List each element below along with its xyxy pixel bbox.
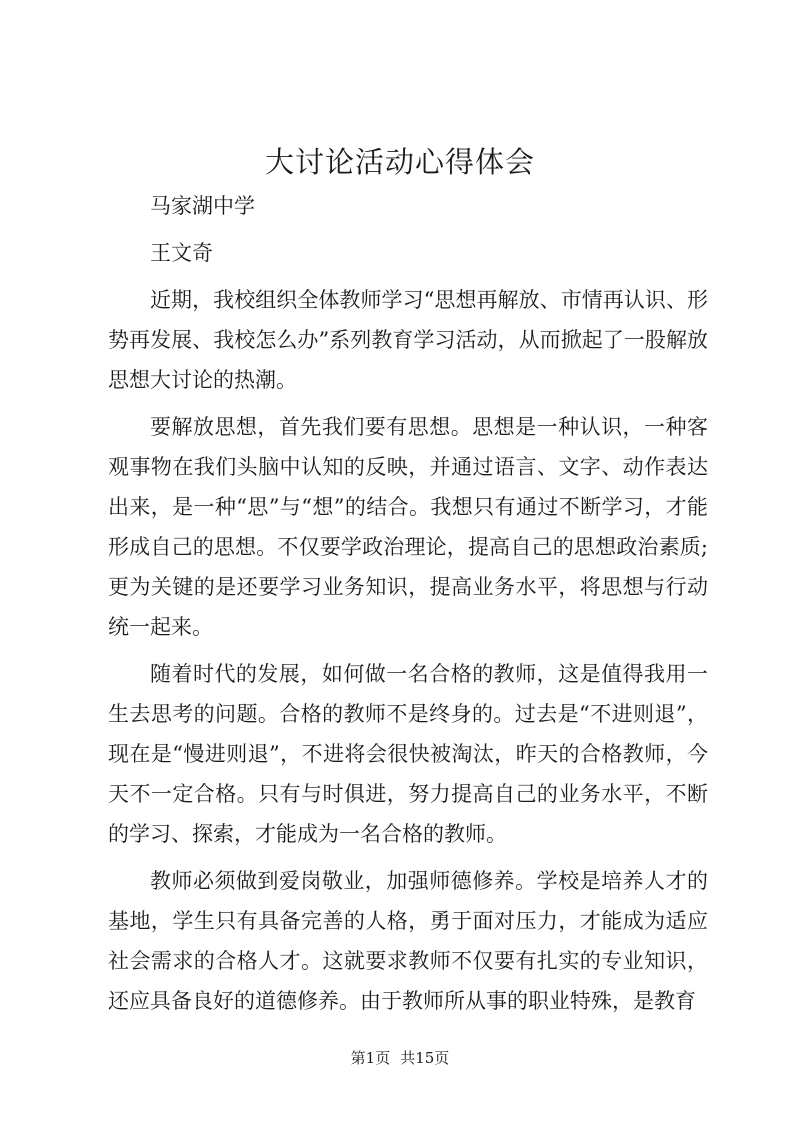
paragraph: 教师必须做到爱岗敬业，加强师德修养。学校是培养人才的基地，学生只有具备完善的人格，勇于面对压力，才能成为适应社会需求的合格人才。这就要求教师不仅要有扎实的专业知识，还应具备良好的道德修养。由于教师所从事的职业特殊，是教育 <box>108 869 708 1013</box>
school-line: 马家湖中学 <box>150 194 255 218</box>
document-body <box>108 186 708 1028</box>
document-title: 大讨论活动心得体会 <box>264 145 535 179</box>
page-total: 共15页 <box>400 1049 450 1067</box>
paragraph: 近期，我校组织全体教师学习“思想再解放、市情再认识、形势再发展、我校怎么办”系列教育学习活动，从而掀起了一股解放思想大讨论的热潮。 <box>108 288 708 392</box>
paragraph: 随着时代的发展，如何做一名合格的教师，这是值得我用一生去思考的问题。合格的教师不是终身的。过去是“不进则退”，现在是“慢进则退”，不进将会很快被淘汰，昨天的合格教师，今天不一定合格。只有与时俱进，努力提高自己的业务水平，不断的学习、探索，才能成为一名合格的教师。 <box>108 662 708 846</box>
author-line: 王文奇 <box>150 241 213 265</box>
page-number: 第1页 <box>350 1049 391 1067</box>
paragraph: 要解放思想，首先我们要有思想。思想是一种认识，一种客观事物在我们头脑中认知的反映，并通过语言、文字、动作表达出来，是一种“思”与“想”的结合。我想只有通过不断学习，才能形成自己的思想。不仅要学政治理论，提高自己的思想政治素质;更为关键的是还要学习业务知识，提高业务水平，将思想与行动统一起来。 <box>108 415 708 639</box>
page-footer <box>0 1048 800 1068</box>
